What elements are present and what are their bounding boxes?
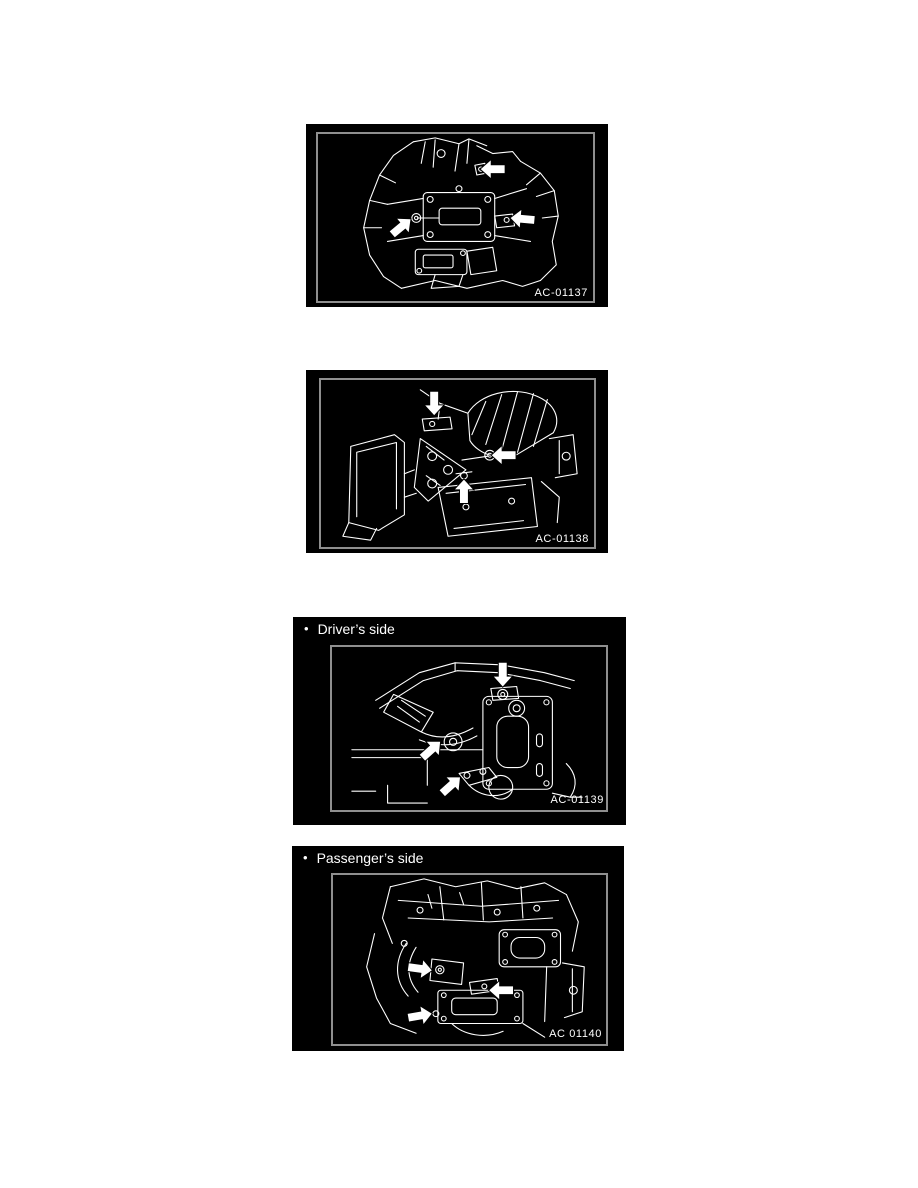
block-arrow-icon — [436, 771, 466, 800]
block-arrow-icon — [489, 981, 513, 999]
figure-code: AC 01140 — [549, 1028, 602, 1040]
figure-frame — [319, 378, 596, 549]
block-arrow-icon — [492, 446, 516, 464]
bullet-icon: • — [304, 620, 309, 636]
block-arrow-icon — [407, 958, 433, 979]
figure-caption-label: Driver’s side — [317, 621, 395, 637]
line-art-driver-side-bracket — [332, 647, 606, 810]
line-art-blower-unit — [321, 380, 594, 547]
block-arrow-icon — [455, 480, 473, 503]
figure-panel-ac-01137 — [306, 124, 608, 307]
block-arrow-icon — [407, 1005, 433, 1026]
figure-frame — [330, 645, 608, 812]
figure-caption-label: Passenger’s side — [316, 850, 424, 866]
figure-caption — [304, 622, 395, 636]
figure-code: AC-01139 — [550, 794, 604, 806]
figure-caption — [303, 851, 423, 865]
bullet-icon: • — [303, 849, 308, 865]
figure-code: AC-01137 — [534, 287, 588, 299]
figure-panel-ac-01138 — [306, 370, 608, 553]
figure-code: AC-01138 — [535, 533, 589, 545]
line-art-passenger-side-bracket — [333, 875, 606, 1044]
line-art-heater-unit-rear — [318, 134, 593, 301]
figure-panel-ac-01139 — [293, 617, 626, 825]
figure-frame — [316, 132, 595, 303]
figure-panel-ac-01140 — [292, 846, 624, 1051]
figure-frame — [331, 873, 608, 1046]
